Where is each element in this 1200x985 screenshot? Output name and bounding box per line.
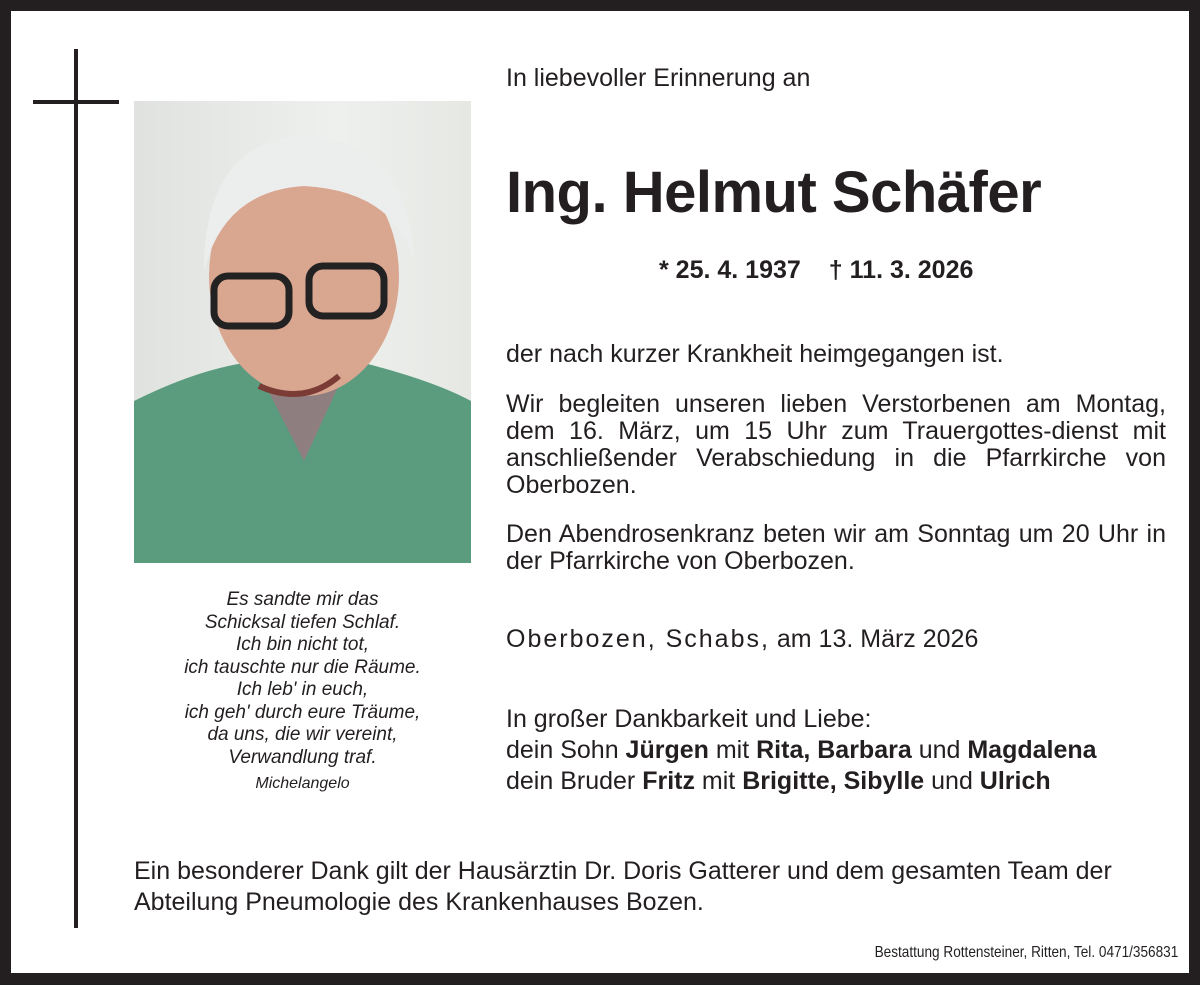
thanks-intro: In großer Dankbarkeit und Liebe: [506,705,872,733]
poem-line: ich tauschte nur die Räume. [184,656,421,678]
mourners [506,704,1097,797]
poem-author: Michelangelo [255,775,350,792]
poem-line: da uns, die wir vereint, [207,724,398,745]
death-date: † 11. 3. 2026 [828,256,974,284]
obituary-notice [11,11,1189,973]
poem-line: Ich leb' in euch, [236,679,369,700]
paragraph-rosary: Den Abendrosenkranz beten wir am Sonntag um 20 Uhr in der Pfarrkirche von Oberbozen. [506,520,1166,575]
life-dates [659,256,1001,285]
poem-line: Es sandte mir das [226,589,379,610]
paragraph-passed: der nach kurzer Krankheit heimgegangen ist. [506,340,1004,368]
mourner-name: Rita, Barbara [756,736,912,764]
text: dein Sohn [506,736,626,764]
cross-icon [74,49,78,928]
text: mit [694,767,743,795]
funeral-home-footer: Bestattung Rottensteiner, Ritten, Tel. 0471/356831 [874,944,1178,961]
birth-date: * 25. 4. 1937 [659,256,801,284]
mourner-name: Magdalena [967,736,1097,764]
place: Oberbozen, Schabs, [506,625,770,653]
poem-line: Ich bin nicht tot, [235,634,370,655]
intro-text: In liebevoller Erinnerung an [506,64,811,92]
paragraph-funeral: Wir begleiten unseren lieben Verstorbenen am Montag, dem 16. März, um 15 Uhr zum Trauergottes-dienst mit anschließender Verabschiedung in die Pfarrkirche von Oberbozen. [506,390,1166,499]
date: am 13. März 2026 [776,625,979,653]
mourner-name: Jürgen [625,736,709,764]
poem-line: Schicksal tiefen Schlaf. [204,611,401,633]
poem-line: Verwandlung traf. [228,746,377,768]
text: und [924,767,980,795]
text: dein Bruder [506,767,643,795]
mourner-name: Ulrich [979,767,1051,795]
mourner-name: Brigitte, Sibylle [742,767,925,795]
poem [134,589,471,796]
mourner-line [506,766,1097,797]
poem-line: ich geh' durch eure Träume, [184,701,421,723]
cross-icon-bar [33,100,119,104]
mourner-name: Fritz [642,767,695,795]
mourner-line [506,735,1097,766]
deceased-name: Ing. Helmut Schäfer [506,160,1042,225]
special-thanks: Ein besonderer Dank gilt der Hausärztin Dr. Doris Gatterer und dem gesamten Team der Abteilung Pneumologie des Krankenhauses Bozen. [134,857,1112,916]
text: mit [708,736,757,764]
place-date [506,625,978,654]
portrait-photo [134,101,471,563]
text: und [911,736,968,764]
